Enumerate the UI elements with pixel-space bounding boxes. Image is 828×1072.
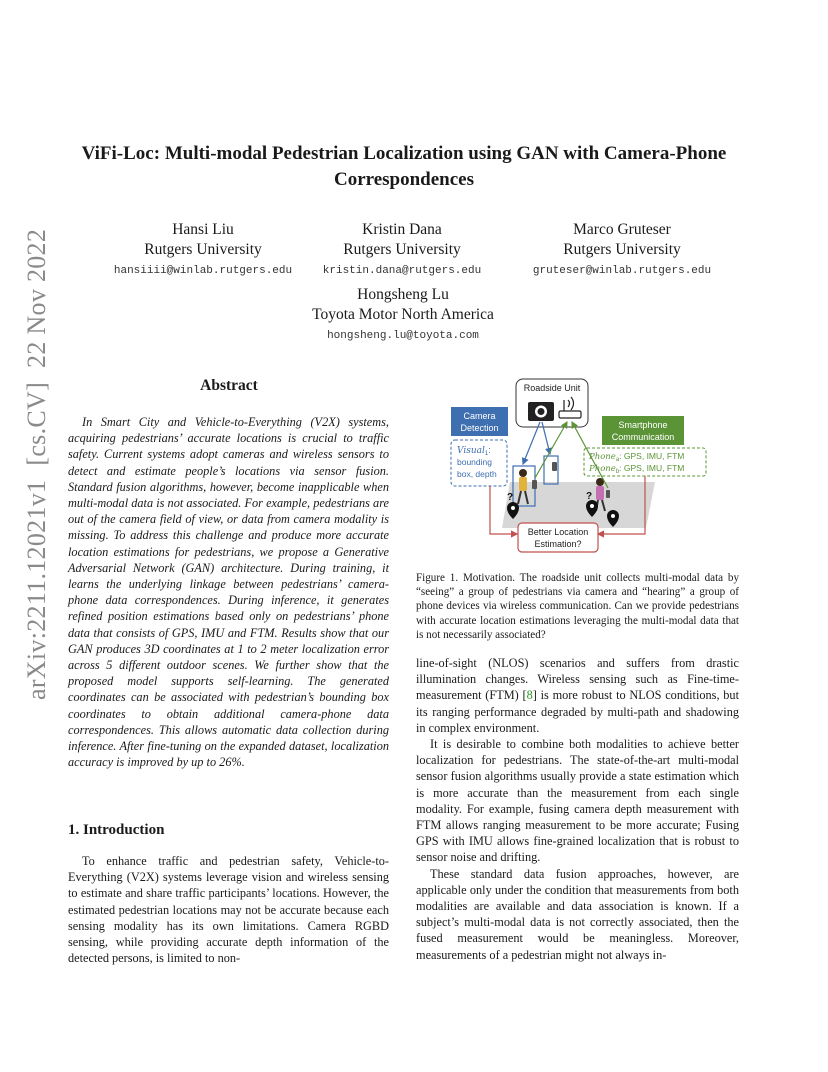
author-affiliation: Rutgers University <box>144 241 262 258</box>
author-name: Hansi Liu <box>172 221 234 238</box>
visual-data-sub: 1 <box>484 451 489 457</box>
paragraph-fusion: It is desirable to combine both modalities to achieve better localization for pedestrians. The state-of-the-art multi-modal sensor fusion algorithms usually provide a state estimation which is more accurate than the measurement from each single modality. For example, fusing camera depth measurement with FTM allows ranging measurement to be more accurate; Fusing GPS with IMU allows fine-grained localization that is robust to sensor noise and drifting. <box>416 737 739 865</box>
author-email[interactable]: kristin.dana@rutgers.edu <box>322 265 482 277</box>
camera-detection-label-line-1: Camera <box>463 411 496 421</box>
visual-data-line-2: bounding <box>457 457 492 467</box>
author-block-1 <box>98 220 308 282</box>
right-column-text <box>416 655 739 963</box>
paper-title <box>60 141 748 193</box>
arxiv-id: arXiv:2211.12021v1 <box>22 479 51 700</box>
arxiv-date: 22 Nov 2022 <box>22 228 51 368</box>
smartphone-label-line-2: Communication <box>611 432 675 442</box>
section-heading-introduction: 1. Introduction <box>68 822 165 838</box>
author-email[interactable]: gruteser@winlab.rutgers.edu <box>532 265 712 277</box>
phone-b-text: : GPS, IMU, FTM <box>619 463 685 473</box>
phone-b-name: Phone <box>589 464 616 474</box>
arxiv-category: [cs.CV] <box>22 381 51 466</box>
better-estimation-line-1: Better Location <box>527 527 589 537</box>
title-line-1: ViFi-Loc: Multi-modal Pedestrian Localization using GAN with Camera-Phone <box>81 143 727 164</box>
question-mark-icon-1: ? <box>507 492 514 503</box>
phone-a-name: Phone <box>589 452 616 462</box>
camera-arrow <box>523 422 540 464</box>
paragraph-association: These standard data fusion approaches, however, are applicable only under the condition that measurements from both modalities are available and data association is known. If a subject’s multi-modal data is not correctly associated, then the fused measurement would be meaningless. Moreover, measurements of a pedestrian might not always in- <box>416 866 739 962</box>
camera-icon <box>528 402 554 421</box>
author-name: Hongsheng Lu <box>357 286 449 303</box>
wireless-arrow-1 <box>535 422 567 478</box>
phone-a-device-icon <box>532 480 537 489</box>
phone-a-sub: a <box>615 457 620 463</box>
roadside-unit-label: Roadside Unit <box>523 383 581 393</box>
author-block-4 <box>282 285 524 347</box>
title-line-2: Correspondences <box>333 169 475 190</box>
abstract-text: In Smart City and Vehicle-to-Everything (V2X) systems, acquiring pedestrians’ accurate locations is crucial to traffic safety. Current systems adopt cameras and wireless sensors to detect and estimate people’s locations via sensor fusion. Standard fusion algorithms, however, become inapplicable when multi-modal data is not associated. For example, pedestrians are out of the camera field of view, or data from camera modality is missing. To address this challenge and produce more accurate location estimations for pedestrians, we propose a Generative Adversarial Network (GAN) architecture. During training, it learns the underlying linkage between pedestrians’ camera-phone data correspondences. During inference, it generates refined position estimations based only on pedestrians’ phone data that consists of GPS, IMU and FTM. Results show that our GAN produces 3D coordinates at 1 to 2 meter localization error across 5 different outdoor scenes. We further show that the proposed model supports self-learning. The generated coordinates can be associated with pedestrian’s bounding box coordinates to obtain additional camera-phone data correspondences. This allows automatic data collection during inference. After fine-tuning on the expanded dataset, localization accuracy is improved by up to 26%. <box>68 415 389 770</box>
abstract-heading: Abstract <box>200 377 258 394</box>
author-block-3 <box>516 220 728 282</box>
paragraph-nlos: line-of-sight (NLOS) scenarios and suffers from drastic illumination changes. Wireless sensing such as Fine-time-measurement (FTM) [8] is more robust to NLOS conditions, but its ranging performance degraded by multi-path and shadowing in complex environment. <box>416 656 739 735</box>
question-mark-icon-2: ? <box>586 491 593 502</box>
smartphone-label-line-1: Smartphone <box>618 420 668 430</box>
figure-motivation-diagram <box>450 378 720 558</box>
visual-data-name: Visual <box>457 446 485 456</box>
author-email[interactable]: hansiiii@winlab.rutgers.edu <box>113 265 293 277</box>
author-block-2 <box>307 220 497 282</box>
svg-text:Visual1:: Visual$_1$: <box>457 445 491 457</box>
arxiv-sidebar-stamp <box>22 229 52 700</box>
visual-data-line-3: box, depth <box>457 469 497 479</box>
author-affiliation: Toyota Motor North America <box>312 306 494 323</box>
author-name: Marco Gruteser <box>573 221 671 238</box>
phone-a-text: : GPS, IMU, FTM <box>619 451 685 461</box>
figure-1-caption: Figure 1. Motivation. The roadside unit collects multi-modal data by “seeing” a group of pedestrians via camera and “hearing” a group of phone devices via wireless communication. Can we provide pedestrians with accurate location estimations leveraging the multi-modal data that is not necessarily associated? <box>416 572 739 641</box>
author-affiliation: Rutgers University <box>343 241 461 258</box>
phone-b-sub: b <box>615 469 620 475</box>
phone-b-device-icon <box>552 462 557 471</box>
introduction-text: To enhance traffic and pedestrian safety, Vehicle-to-Everything (V2X) systems leverage vision and wireless sensing to estimate and share traffic participants’ locations. However, the estimated pedestrian locations may not be accurate because each sensing modality has its own limitations. Camera RGBD sensing, while providing accurate depth information of the detected persons, is limited to non- <box>68 854 389 966</box>
camera-detection-label-line-2: Detection <box>460 423 499 433</box>
better-estimation-line-2: Estimation? <box>534 539 582 549</box>
author-affiliation: Rutgers University <box>563 241 681 258</box>
citation-link-8[interactable]: 8 <box>526 688 533 703</box>
author-email[interactable]: hongsheng.lu@toyota.com <box>327 330 479 342</box>
author-name: Kristin Dana <box>362 221 442 238</box>
phone-device-icon-3 <box>606 490 610 498</box>
